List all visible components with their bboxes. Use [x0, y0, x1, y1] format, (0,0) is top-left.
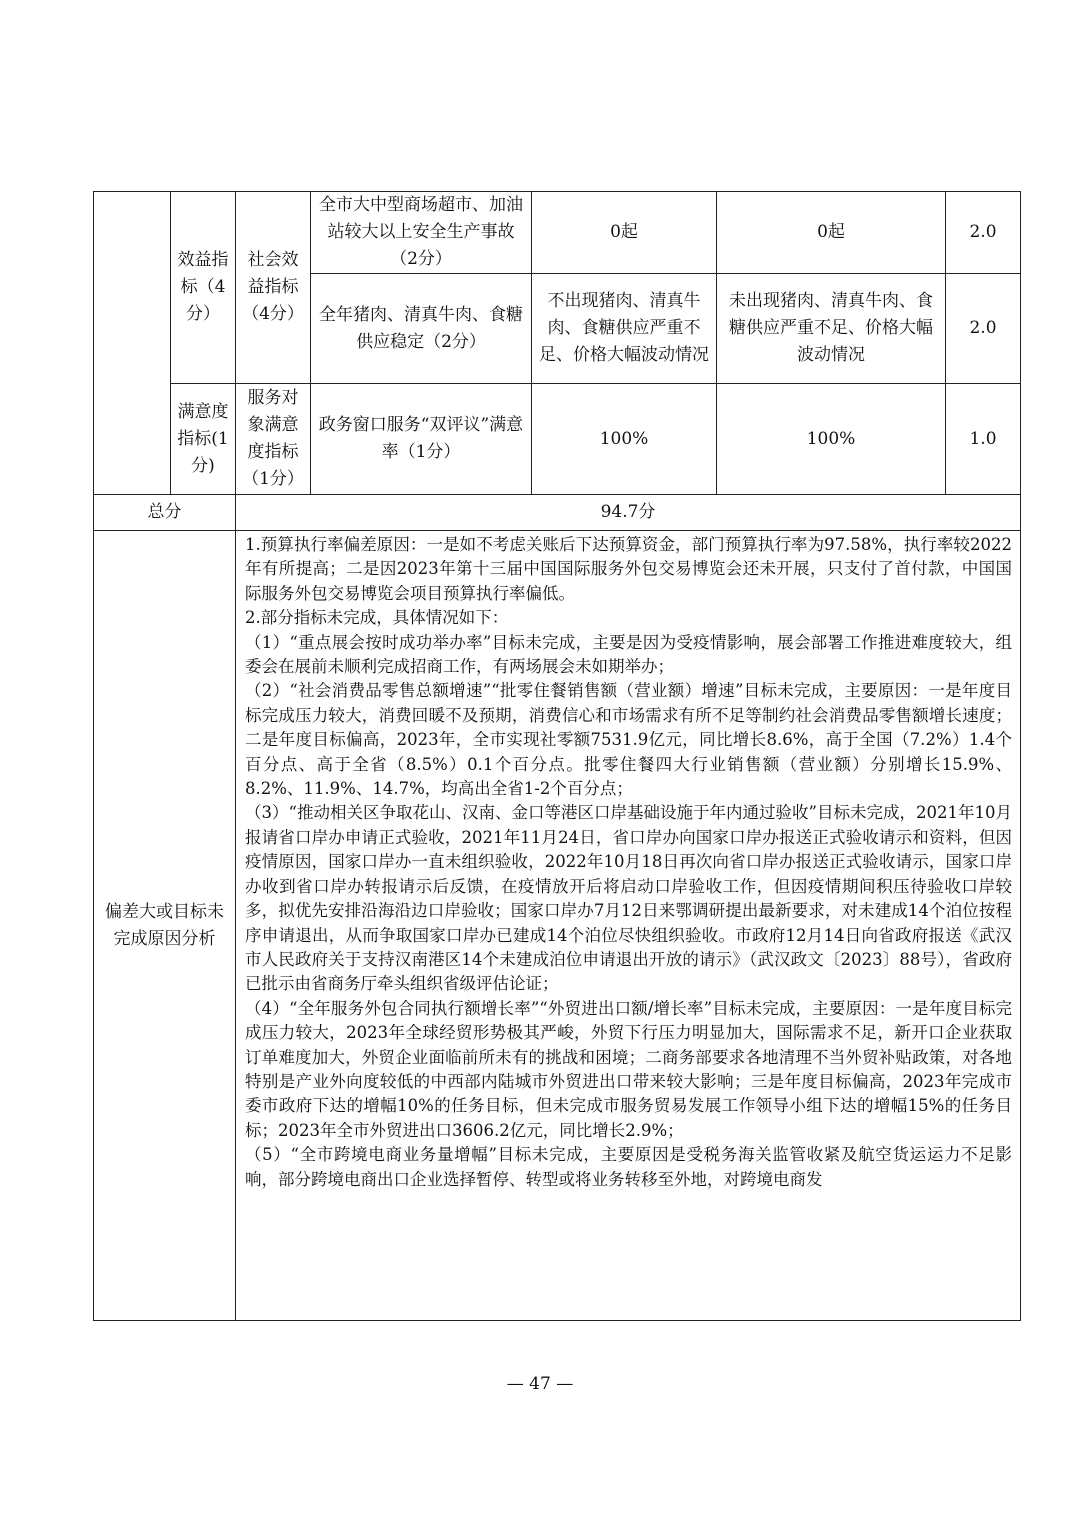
actual-cell: 100% — [717, 384, 946, 495]
actual-cell: 0起 — [717, 192, 946, 274]
category-level2: 服务对象满意度指标（1分） — [236, 384, 311, 495]
category-level2: 社会效益指标（4分） — [236, 192, 311, 384]
score-cell: 2.0 — [946, 192, 1021, 274]
target-cell: 100% — [532, 384, 717, 495]
analysis-paragraph: 2.部分指标未完成，具体情况如下： — [245, 608, 509, 628]
target-cell: 0起 — [532, 192, 717, 274]
blank-cell — [94, 192, 171, 495]
analysis-label: 偏差大或目标未完成原因分析 — [94, 531, 236, 1321]
total-label: 总分 — [94, 495, 236, 531]
score-cell: 1.0 — [946, 384, 1021, 495]
analysis-paragraph: （3）“推动相关区争取花山、汉南、金口等港区口岸基础设施于年内通过验收”目标未完成，2021年10月报请省口岸办申请正式验收，2021年11月24日，省口岸办向国家口岸办报送正式验收请示和资料，但因疫情原因，国家口岸办一直未组织验收，2022年10月18日再次向省口岸办报送正式验收请示，国家口岸办收到省口岸办转报请示后反馈，在疫情放开后将启动口岸验收工作，但因疫情期间积压待验收口岸较多，拟优先安排沿海沿边口岸验收；国家口岸办7月12日来鄂调研提出最新要求，对未建成14个泊位按程序申请退出，从而争取国家口岸办已建成14个泊位尽快组织验收。市政府12月14日向省政府报送《武汉市人民政府关于支持汉南港区14个未建成泊位申请退出开放的请示》（武汉政文〔2023〕88号），省政府已批示由省商务厅牵头组织省级评估论证； — [245, 803, 1012, 994]
score-cell: 2.0 — [946, 274, 1021, 384]
actual-cell: 未出现猪肉、清真牛肉、食糖供应严重不足、价格大幅波动情况 — [717, 274, 946, 384]
indicator-cell: 全年猪肉、清真牛肉、食糖供应稳定（2分） — [311, 274, 532, 384]
performance-table — [93, 191, 1021, 1321]
analysis-paragraph: （4）“全年服务外包合同执行额增长率”“外贸进出口额/增长率”目标未完成，主要原因：一是年度目标完成压力较大，2023年全球经贸形势极其严峻，外贸下行压力明显加大，国际需求不足，新开口企业获取订单难度加大，外贸企业面临前所未有的挑战和困境；二商务部要求各地清理不当外贸补贴政策，对各地特别是产业外向度较低的中西部内陆城市外贸进出口带来较大影响；三是年度目标偏高，2023年完成市委市政府下达的增幅10%的任务目标，但未完成市服务贸易发展工作领导小组下达的增幅15%的任务目标；2023年全市外贸进出口3606.2亿元，同比增长2.9%； — [245, 998, 1012, 1140]
analysis-paragraph: （1）“重点展会按时成功举办率”目标未完成，主要是因为受疫情影响，展会部署工作推进难度较大，组委会在展前未顺利完成招商工作，有两场展会未如期举办； — [245, 632, 1012, 677]
target-cell: 不出现猪肉、清真牛肉、食糖供应严重不足、价格大幅波动情况 — [532, 274, 717, 384]
page-number: — 47 — — [506, 1374, 574, 1394]
indicator-cell: 政务窗口服务“双评议”满意率（1分） — [311, 384, 532, 495]
category-level1: 效益指标（4分） — [171, 192, 236, 384]
analysis-paragraph: （5）“全市跨境电商业务量增幅”目标未完成，主要原因是受税务海关监管收紧及航空货运运力不足影响，部分跨境电商出口企业选择暂停、转型或将业务转移至外地，对跨境电商发 — [245, 1145, 1012, 1189]
analysis-paragraph: 1.预算执行率偏差原因：一是如不考虑关账后下达预算资金，部门预算执行率为97.58%，执行率较2022年有所提高；二是因2023年第十三届中国国际服务外包交易博览会还未开展，只支付了首付款，中国国际服务外包交易博览会项目预算执行率偏低。 — [245, 535, 1012, 603]
total-value: 94.7分 — [236, 495, 1021, 531]
analysis-paragraph: （2）“社会消费品零售总额增速”“批零住餐销售额（营业额）增速”目标未完成，主要原因：一是年度目标完成压力较大，消费回暖不及预期，消费信心和市场需求有所不足等制约社会消费品零售额增长速度；二是年度目标偏高，2023年，全市实现社零额7531.9亿元，同比增长8.6%，高于全国（7.2%）1.4个百分点、高于全省（8.5%）0.1个百分点。批零住餐四大行业销售额（营业额）分别增长15.9%、8.2%、11.9%、14.7%，均高出全省1-2个百分点； — [245, 681, 1012, 799]
category-level1: 满意度指标(1分) — [171, 384, 236, 495]
analysis-content — [236, 531, 1021, 1321]
indicator-cell: 全市大中型商场超市、加油站较大以上安全生产事故（2分） — [311, 192, 532, 274]
